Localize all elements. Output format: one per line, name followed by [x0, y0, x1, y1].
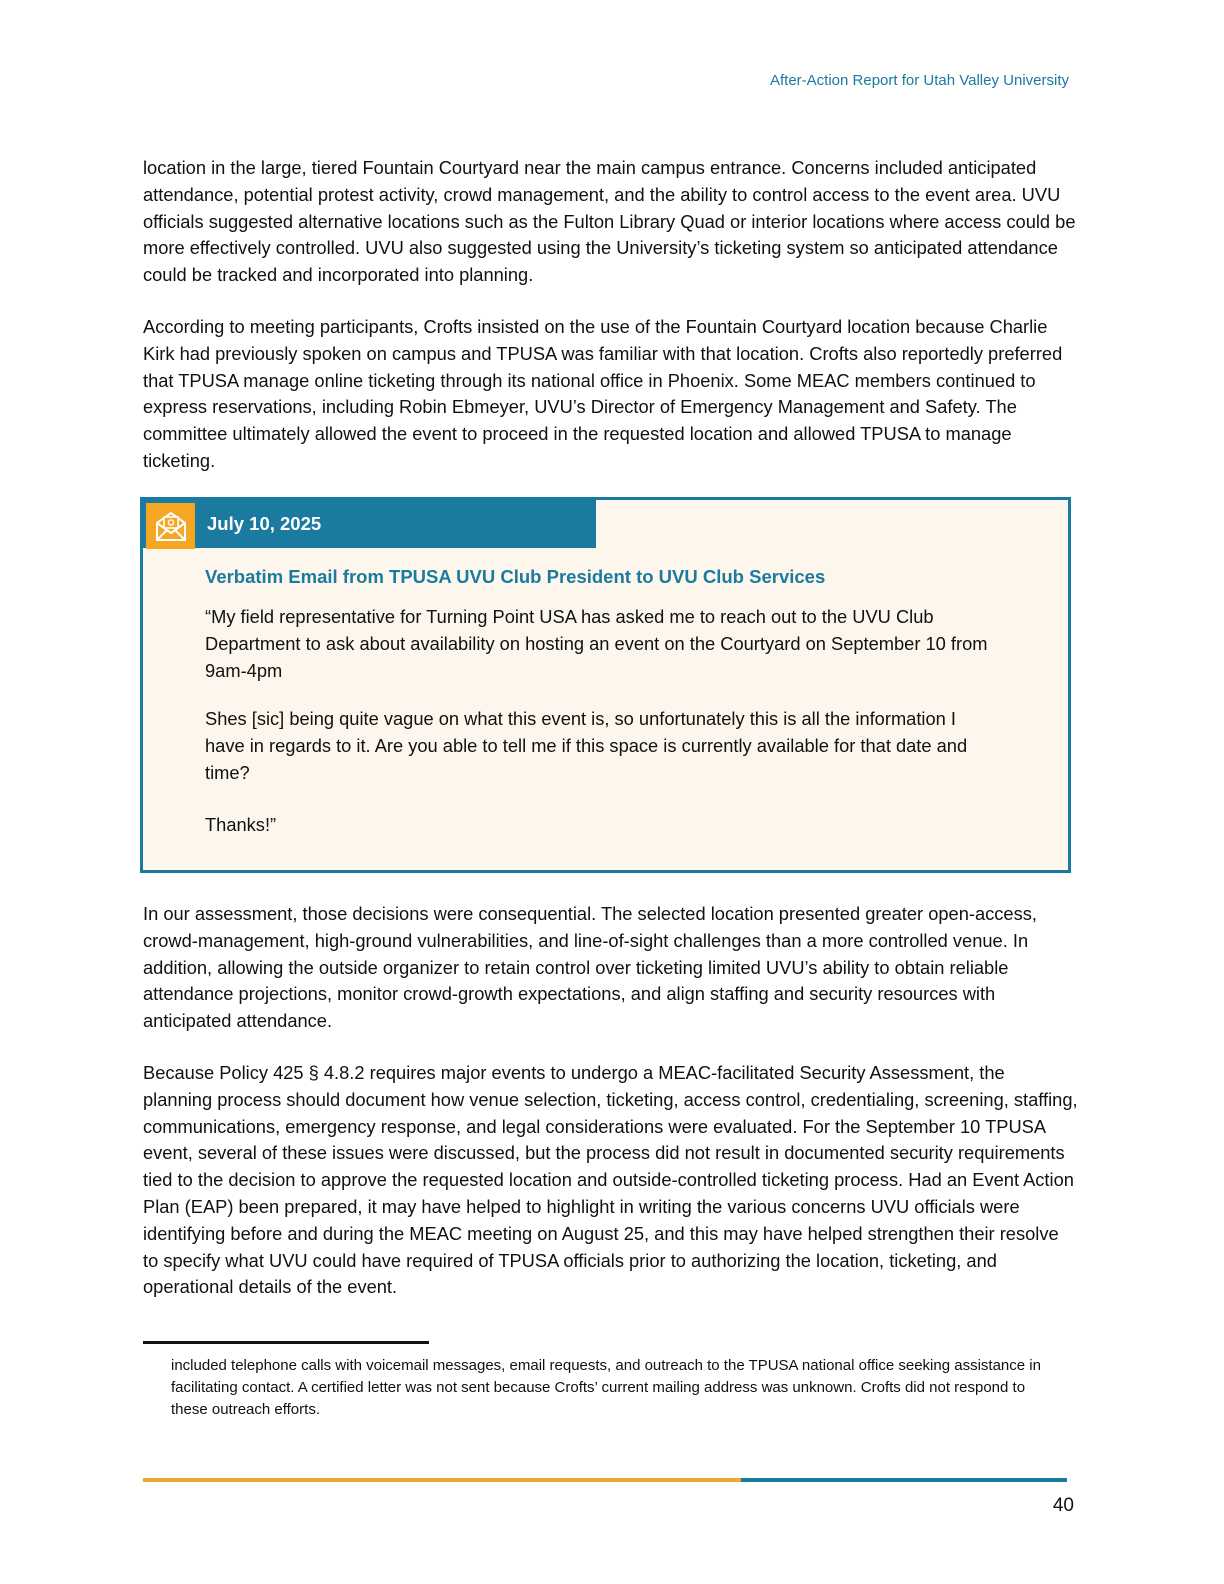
email-callout-box [140, 497, 1071, 873]
callout-quote-paragraph-1: “My field representative for Turning Point USA has asked me to reach out to the UVU Club Department to ask about availability on hosting an event on the Courtyard on September 10 from 9am-4pm [205, 606, 988, 681]
callout-date: July 10, 2025 [207, 513, 322, 534]
callout-quote-signoff: Thanks!” [205, 814, 277, 835]
body-paragraph-1: location in the large, tiered Fountain Courtyard near the main campus entrance. Concerns included anticipated attendance, potential protest activity, crowd management, and the ability to control access to the event area. UVU officials suggested alternative locations such as the Fulton Library Quad or interior locations where access could be more effectively controlled. UVU also suggested using the University’s ticketing system so anticipated attendance could be tracked and incorporated into planning. [143, 157, 1076, 286]
page-number: 40 [1052, 1495, 1074, 1516]
body-paragraph-4: Because Policy 425 § 4.8.2 requires major events to undergo a MEAC-facilitated Security Assessment, the planning process should document how venue selection, ticketing, access control, credentialing, screening, staffing, communications, emergency response, and legal considerations were evaluated. For the September 10 TPUSA event, several of these issues were discussed, but the process did not result in documented security requirements tied to the decision to approve the requested location and outside-controlled ticketing process. Had an Event Action Plan (EAP) been prepared, it may have helped to highlight in writing the various concerns UVU officials were identifying before and during the MEAC meeting on August 25, and this may have helped strengthen their resolve to specify what UVU could have required of TPUSA officials prior to authorizing the location, ticketing, and operational details of the event. [143, 1062, 1078, 1298]
body-paragraph-2: According to meeting participants, Crofts insisted on the use of the Fountain Courtyard location because Charlie Kirk had previously spoken on campus and TPUSA was familiar with that location. Crofts also reportedly preferred that TPUSA manage online ticketing through its national office in Phoenix. Some MEAC members continued to express reservations, including Robin Ebmeyer, UVU’s Director of Emergency Management and Safety. The committee ultimately allowed the event to proceed in the requested location and allowed TPUSA to manage ticketing. [143, 316, 1063, 471]
callout-quote-paragraph-2: Shes [sic] being quite vague on what this event is, so unfortunately this is all the information I have in regards to it. Are you able to tell me if this space is currently available for that date and time? [205, 708, 968, 783]
running-header: After-Action Report for Utah Valley University [770, 72, 1069, 89]
footnote-text: included telephone calls with voicemail messages, email requests, and outreach to the TPUSA national office seeking assistance in facilitating contact. A certified letter was not sent because Crofts’ current mailing address was unknown. Crofts did not respond to these outreach efforts. [171, 1357, 1041, 1418]
footnote-separator [143, 1341, 429, 1344]
email-envelope-icon [146, 503, 195, 549]
body-paragraph-3: In our assessment, those decisions were consequential. The selected location presented greater open-access, crowd-management, high-ground vulnerabilities, and line-of-sight challenges than a more controlled venue. In addition, allowing the outside organizer to retain control over ticketing limited UVU’s ability to obtain reliable attendance projections, monitor crowd-growth expectations, and align staffing and security resources with anticipated attendance. [143, 903, 1037, 1032]
footer-bar-blue [741, 1478, 1067, 1482]
callout-title: Verbatim Email from TPUSA UVU Club President to UVU Club Services [205, 566, 826, 587]
footer-bar-gold [143, 1478, 741, 1482]
